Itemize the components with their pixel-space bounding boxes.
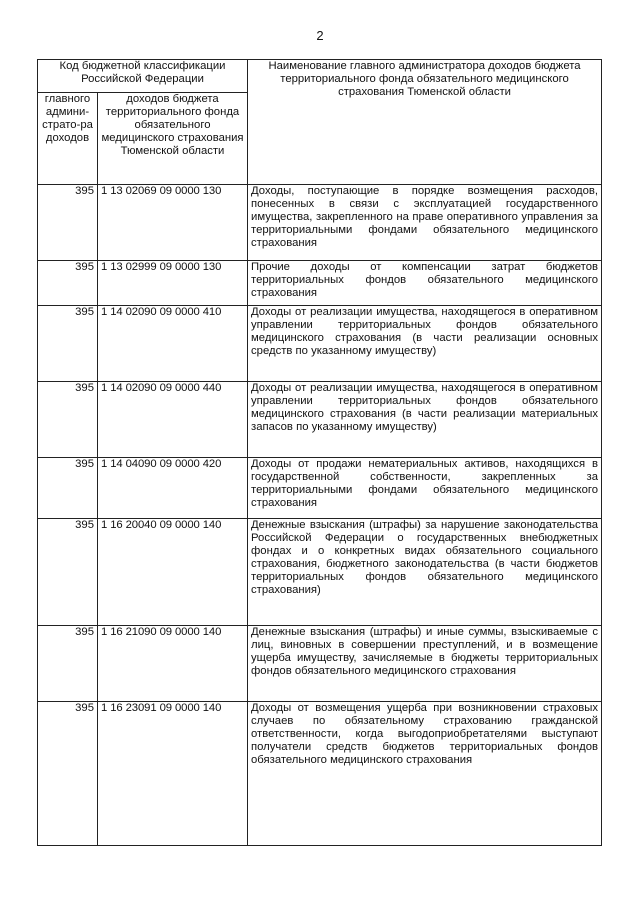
income-name-cell: Доходы от возмещения ущерба при возникновении страховых случаев по обязательному страхованию гражданской ответственности, когда выгодоприобретателями выступают получатели средств бюджетов территориальных фондов обязательного медицинского страхования [248,702,602,846]
table-row [38,261,602,306]
admin-code-cell: 395 [38,382,98,458]
table-row [38,626,602,702]
income-code-cell: 1 14 02090 09 0000 410 [98,306,248,382]
table-row [38,519,602,626]
admin-code-cell: 395 [38,519,98,626]
header-code-group: Код бюджетной классификации Российской Федерации [38,60,248,93]
admin-code-cell: 395 [38,458,98,519]
income-name-cell: Денежные взыскания (штрафы) за нарушение законодательства Российской Федерации о государственных внебюджетных фондах и о конкретных видах обязательного социального страхования, бюджетного законодательства (в части бюджетов территориальных фондов обязательного медицинского страхования) [248,519,602,626]
admin-code-cell: 395 [38,306,98,382]
table-row [38,458,602,519]
income-name-cell: Доходы от продажи нематериальных активов, находящихся в государственной собственности, закрепленных за территориальными фондами обязательного медицинского страхования [248,458,602,519]
table-row [38,185,602,261]
page-number: 2 [316,28,324,43]
admin-code-cell: 395 [38,626,98,702]
admin-code-cell: 395 [38,261,98,306]
admin-code-cell: 395 [38,702,98,846]
admin-code-cell: 395 [38,185,98,261]
table-row [38,702,602,846]
income-name-cell: Доходы, поступающие в порядке возмещения расходов, понесенных в связи с эксплуатацией государственного имущества, закрепленного на праве оперативного управления за территориальными фондами обязательного медицинского страхования [248,185,602,261]
income-code-cell: 1 13 02069 09 0000 130 [98,185,248,261]
income-name-cell: Прочие доходы от компенсации затрат бюджетов территориальных фондов обязательного медицинского страхования [248,261,602,306]
budget-classification-table [37,59,602,846]
header-admin-code: главного админи-страто-ра доходов [38,93,98,185]
income-name-cell: Доходы от реализации имущества, находящегося в оперативном управлении территориальных фондов обязательного медицинского страхования (в части реализации основных средств по указанному имуществу) [248,306,602,382]
table-row [38,382,602,458]
header-admin-name: Наименование главного администратора доходов бюджета территориального фонда обязательного медицинского страхования Тюменской области [248,60,602,185]
table-row [38,306,602,382]
income-name-cell: Доходы от реализации имущества, находящегося в оперативном управлении территориальных фондов обязательного медицинского страхования (в части реализации материальных запасов по указанному имуществу) [248,382,602,458]
income-code-cell: 1 14 02090 09 0000 440 [98,382,248,458]
income-code-cell: 1 13 02999 09 0000 130 [98,261,248,306]
income-code-cell: 1 14 04090 09 0000 420 [98,458,248,519]
income-code-cell: 1 16 23091 09 0000 140 [98,702,248,846]
income-name-cell: Денежные взыскания (штрафы) и иные суммы, взыскиваемые с лиц, виновных в совершении преступлений, и в возмещение ущерба имуществу, зачисляемые в бюджеты территориальных фондов обязательного медицинского страхования [248,626,602,702]
income-code-cell: 1 16 21090 09 0000 140 [98,626,248,702]
header-income-code: доходов бюджета территориального фонда обязательного медицинского страхования Тюменской области [98,93,248,185]
income-code-cell: 1 16 20040 09 0000 140 [98,519,248,626]
